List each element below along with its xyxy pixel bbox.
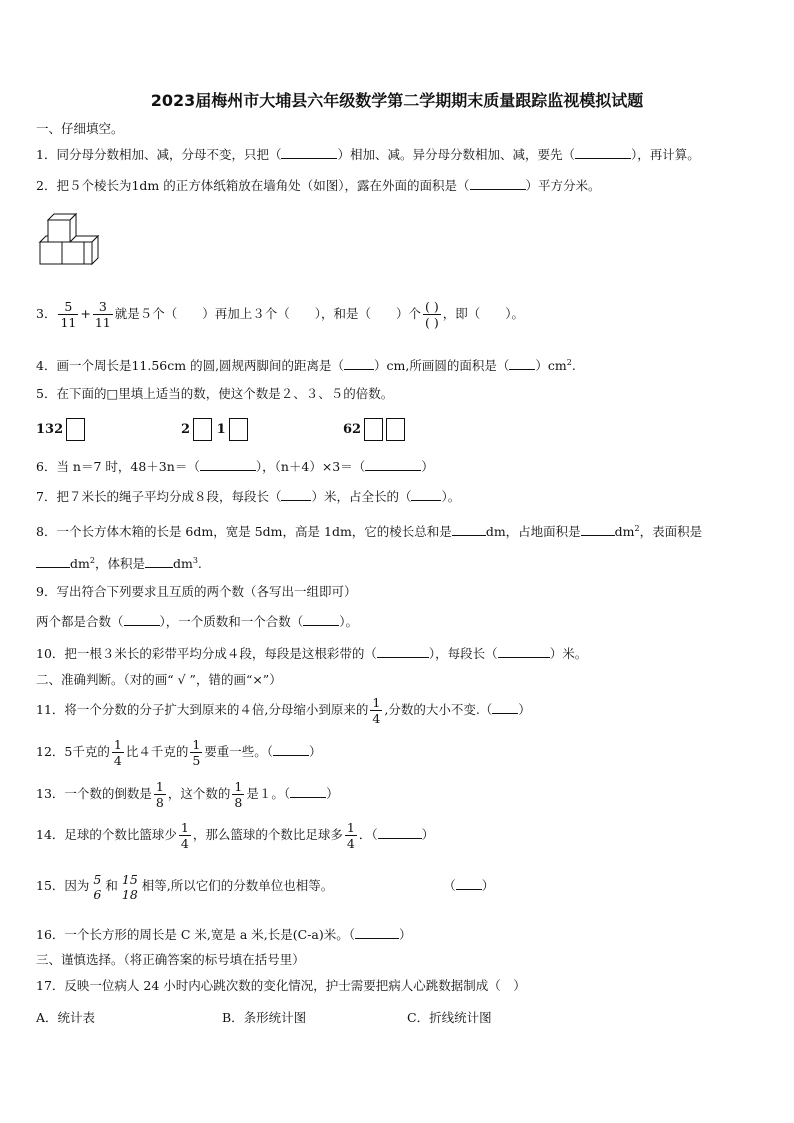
digit-box[interactable] bbox=[229, 418, 248, 441]
question-8-cont: $dm^2$，体积是 $dm^3$. bbox=[36, 552, 202, 573]
answer-blank[interactable] bbox=[290, 785, 326, 798]
fraction: $\frac{1}{8}$ bbox=[155, 779, 164, 810]
question-8: 8．一个长方体木箱的长是 6dm，宽是 5dm，高是 1dm，它的棱长总和是 dm，占地面积是 $dm^2$，表面积是 bbox=[36, 524, 703, 540]
question-2: 2．把５个棱长为1dm 的正方体纸箱放在墙角处（如图），露在外面的面积是（ ）平方分米。 bbox=[36, 178, 601, 193]
answer-blank[interactable] bbox=[575, 146, 631, 159]
answer-blank[interactable] bbox=[411, 488, 441, 501]
fraction: $\frac{1}{5}$ bbox=[192, 737, 201, 768]
digit-box[interactable] bbox=[364, 418, 383, 441]
question-5: 5．在下面的□里填上适当的数，使这个数是２、３、５的倍数。 bbox=[36, 386, 394, 401]
fraction-blank[interactable]: $\frac{( )}{( )}$ bbox=[425, 299, 439, 330]
question-3: 3． $\frac{5}{11}$ + $\frac{3}{11}$ 就是５个（ ）再加上３个（ ），和是（ ）个 $\frac{( )}{( )}$ ，即（ ）。 bbox=[36, 299, 525, 330]
number-box-group-3: 62 bbox=[343, 418, 405, 441]
digit-box[interactable] bbox=[66, 418, 85, 441]
fraction: $\frac{1}{4}$ bbox=[372, 695, 381, 726]
question-9-parts: 两个都是合数（ ），一个质数和一个合数（ ）。 bbox=[36, 614, 359, 629]
number-box-group-2: 2 1 bbox=[181, 418, 248, 441]
answer-blank[interactable] bbox=[200, 458, 256, 471]
answer-blank[interactable] bbox=[498, 645, 550, 658]
answer-blank[interactable] bbox=[581, 523, 615, 536]
answer-blank[interactable] bbox=[303, 613, 339, 626]
page-title: 2023届梅州市大埔县六年级数学第二学期期末质量跟踪监视模拟试题 bbox=[150, 91, 644, 110]
question-4: 4．画一个周长是11.56cm 的圆,圆规两脚间的距离是（ ）cm,所画圆的面积是（ ）$cm^2$. bbox=[36, 358, 576, 374]
question-10: 10．把一根３米长的彩带平均分成４段，每段是这根彩带的（ ），每段长（ ）米。 bbox=[36, 646, 588, 661]
answer-blank[interactable] bbox=[36, 555, 70, 568]
question-12: 12．5千克的 $\frac{1}{4}$ 比４千克的 $\frac{1}{5}$ 要重一些。（ ） bbox=[36, 737, 322, 768]
fraction: $\frac{1}{4}$ bbox=[346, 820, 355, 851]
answer-blank[interactable] bbox=[145, 555, 173, 568]
question-6: 6．当 n＝7 时，48＋3n＝（ ），（n＋4）×3＝（ ） bbox=[36, 459, 434, 474]
question-11: 11．将一个分数的分子扩大到原来的４倍,分母缩小到原来的 $\frac{1}{4}$ ,分数的大小不变.（ ） bbox=[36, 695, 531, 726]
answer-blank[interactable] bbox=[281, 146, 337, 159]
option-a[interactable]: A．统计表 bbox=[36, 1010, 96, 1025]
question-1: 1．同分母分数相加、减，分母不变，只把（ ）相加、减。异分母分数相加、减，要先（ ），再计算。 bbox=[36, 147, 700, 162]
answer-blank[interactable] bbox=[355, 926, 399, 939]
fraction: $\frac{1}{8}$ bbox=[234, 779, 243, 810]
answer-blank[interactable] bbox=[470, 177, 526, 190]
option-c[interactable]: C．折线统计图 bbox=[407, 1010, 492, 1025]
fraction: 5 6 bbox=[93, 871, 102, 902]
fraction: $\frac{1}{4}$ bbox=[180, 820, 189, 851]
question-17: 17．反映一位病人 24 小时内心跳次数的变化情况，护士需要把病人心跳数据制成（ ） bbox=[36, 978, 526, 993]
section-1-heading: 一、仔细填空。 bbox=[36, 121, 124, 136]
question-14: 14．足球的个数比篮球少 $\frac{1}{4}$ ，那么篮球的个数比足球多 $\frac{1}{4}$ ．（ ） bbox=[36, 820, 435, 851]
answer-blank[interactable] bbox=[509, 357, 535, 370]
answer-blank[interactable] bbox=[365, 458, 421, 471]
fraction: 15 18 bbox=[121, 871, 138, 902]
question-15: 15．因为 5 6 和 15 18 相等,所以它们的分数单位也相等。 （ ） bbox=[36, 871, 495, 902]
fraction: $\frac{3}{11}$ bbox=[94, 299, 111, 330]
question-7: 7．把７米长的绳子平均分成８段，每段长（ ）米，占全长的（ ）。 bbox=[36, 489, 461, 504]
answer-blank[interactable] bbox=[124, 613, 160, 626]
answer-blank[interactable] bbox=[281, 488, 311, 501]
answer-blank[interactable] bbox=[273, 743, 309, 756]
fraction: $\frac{1}{4}$ bbox=[113, 737, 122, 768]
answer-blank[interactable] bbox=[378, 826, 422, 839]
cube-figure bbox=[38, 212, 104, 274]
section-2-heading: 二、准确判断。（对的画“ √ ”，错的画“×”） bbox=[36, 672, 282, 687]
answer-blank[interactable] bbox=[456, 877, 482, 890]
question-13: 13．一个数的倒数是 $\frac{1}{8}$ ，这个数的 $\frac{1}{8}$ 是１。（ ） bbox=[36, 779, 339, 810]
section-3-heading: 三、谨慎选择。（将正确答案的标号填在括号里） bbox=[36, 952, 305, 967]
answer-blank[interactable] bbox=[377, 645, 429, 658]
digit-box[interactable] bbox=[193, 418, 212, 441]
digit-box[interactable] bbox=[386, 418, 405, 441]
answer-blank[interactable] bbox=[344, 357, 374, 370]
question-9: 9．写出符合下列要求且互质的两个数（各写出一组即可） bbox=[36, 584, 357, 599]
answer-blank[interactable] bbox=[452, 523, 486, 536]
answer-blank[interactable] bbox=[492, 701, 518, 714]
stacked-cubes-diagram bbox=[38, 212, 104, 274]
fraction: $\frac{5}{11}$ bbox=[60, 299, 77, 330]
number-box-group-1: 132 bbox=[36, 418, 85, 441]
option-b[interactable]: B．条形统计图 bbox=[222, 1010, 307, 1025]
question-16: 16．一个长方形的周长是 C 米,宽是 a 米,长是(C-a)米。（ ） bbox=[36, 927, 412, 942]
